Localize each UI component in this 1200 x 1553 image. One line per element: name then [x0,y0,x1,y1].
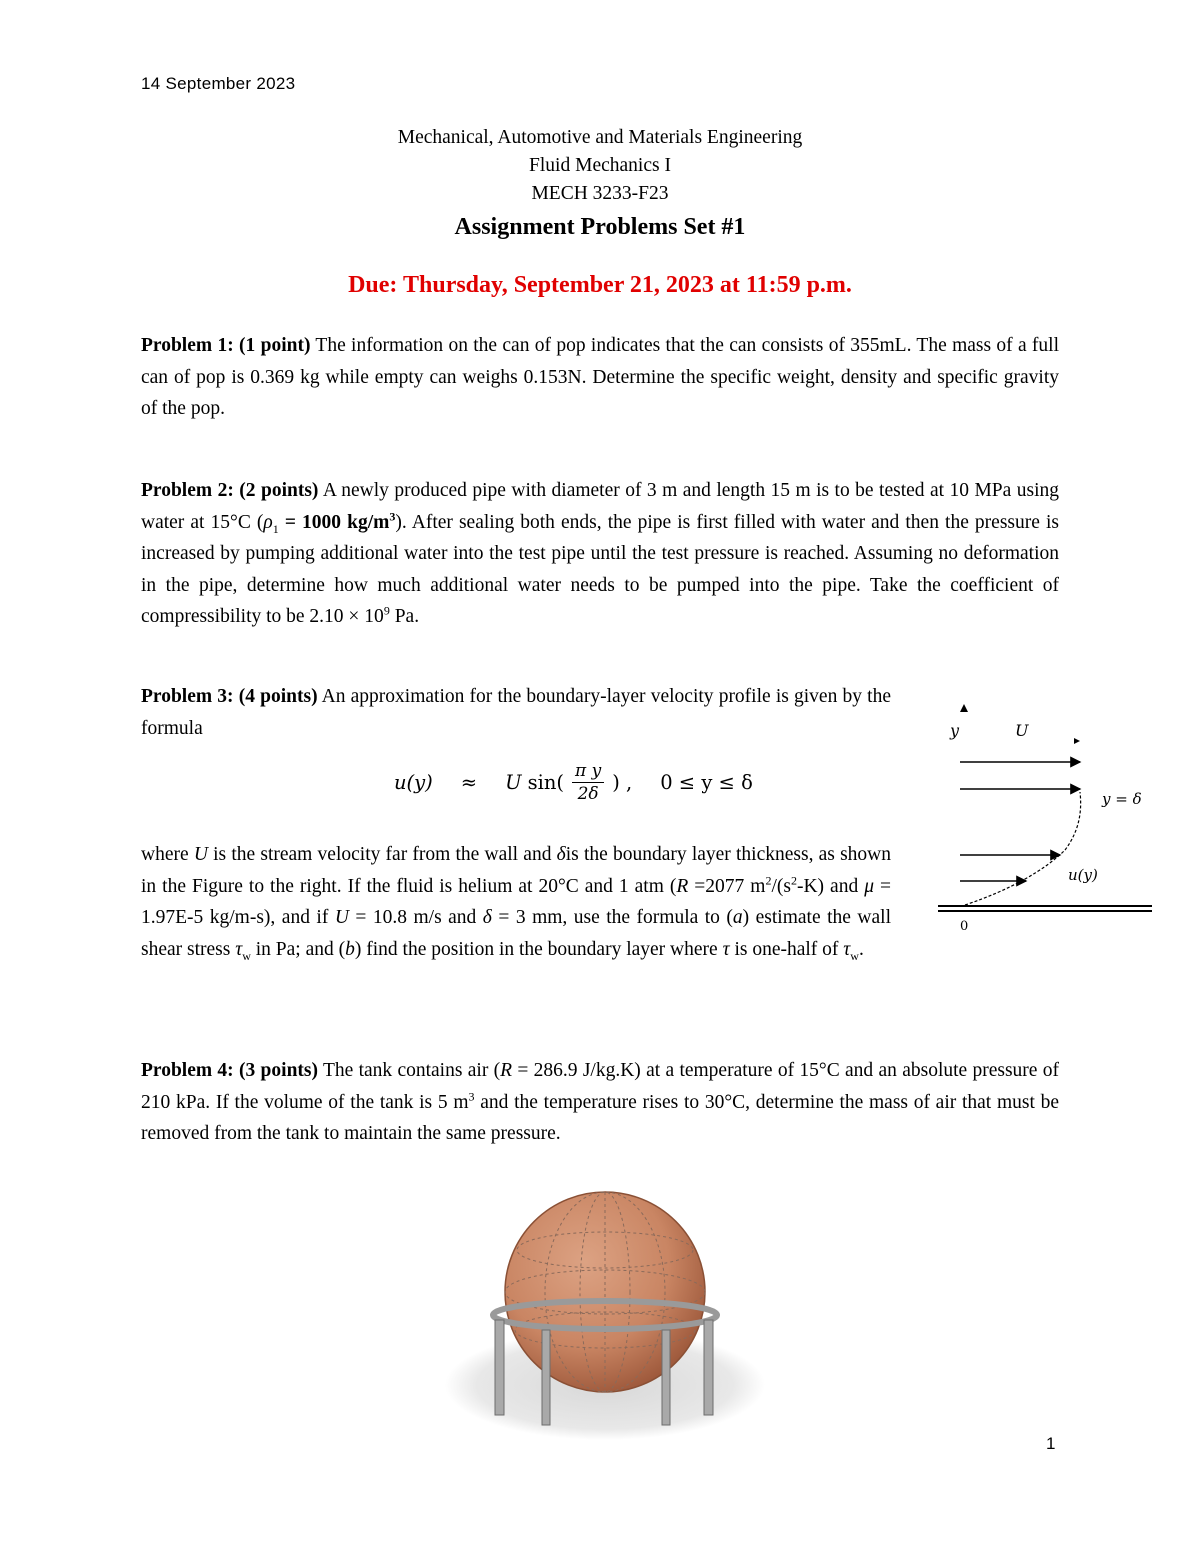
page-date: 14 September 2023 [141,74,296,93]
p3-text-11: in Pa; and ( [250,938,346,960]
problem-4-text-3: and the temperature rises to 30°C, determine the mass of air that must be removed from the tank to maintain the same pressure. [141,1091,1059,1144]
problem-2-points: (2 points) [239,480,319,501]
problem-1-label: Problem 1: [141,335,234,356]
U-label: U [1015,721,1029,740]
problem-3-points: (4 points) [238,686,318,707]
formula-lhs: u(y) [394,771,433,794]
p3-delta: δ [556,844,566,865]
compressibility-exponent: 9 [383,603,390,618]
rho-subscript: 1 [272,521,279,536]
p3-text-9: = 3 mm, use the formula to ( [491,907,733,928]
rho-value: = 1000 kg/m [278,511,390,533]
formula-range: 0 ≤ y ≤ δ [660,771,753,794]
page-title: Assignment Problems Set #1 [454,214,746,240]
problem-1 [141,330,1059,425]
p3-text-13: is one-half of [729,938,844,960]
p3-text-8: = 10.8 m/s and [348,907,483,928]
problem-4-text-2: = 286.9 J/kg.K) at a temperature of 15°C and an absolute pressure of 210 kPa. If the volume of the tank is 5 m [141,1060,1060,1113]
p3-a: a [732,907,743,928]
p3-text-10: ) estimate the wall shear stress [141,907,891,960]
rho-exponent: 3 [389,509,396,523]
problem-4-label: Problem 4: [141,1060,234,1081]
department-line: Mechanical, Automotive and Materials Engineering [397,127,803,148]
problem-4-exp: 3 [468,1089,475,1103]
problem-2-label: Problem 2: [141,480,234,501]
course-code: MECH 3233-F23 [531,183,669,204]
p3-tau-w-sub: w [242,948,251,963]
p3-exp-1: 2 [765,873,772,887]
problem-4-text-1: The tank contains air ( [322,1060,501,1081]
problem-1-points: (1 point) [239,335,311,356]
p3-tau-w2: τ [843,938,851,960]
due-date: Due: Thursday, September 21, 2023 at 11:59 p.m. [348,272,852,298]
formula-numerator: π y [572,760,604,783]
velocity-profile-formula [394,760,753,805]
y-axis-arrow-icon [960,704,968,712]
formula-close: ) , [612,771,633,794]
formula-sin: sin( [527,771,564,794]
velocity-profile-curve [965,792,1081,905]
problem-2 [141,475,1059,633]
p3-text-1: where [141,844,194,865]
formula-denominator: 2δ [577,784,599,804]
p3-text-3: is the boundary layer thickness, as shown in the Figure to the right. If the fluid is helium at 20°C and 1 atm ( [141,844,892,897]
problem-3-label: Problem 3: [141,686,234,707]
profile-label: u(y) [1068,866,1098,884]
document-header [0,124,1200,300]
problem-1-text: The information on the can of pop indicates that the can consists of 355mL. The mass of a full can of pop is 0.369 kg while empty can weighs 0.153N. Determine the specific weight, density and specific gravity of the pop. [141,335,1060,419]
p3-delta2: δ [482,907,492,928]
problem-2-text-b: ). After sealing both ends, the pipe is first filled with water and then the pressure is increased by pumping additional water into the test pipe until the test pressure is reached. Assuming no deformation in the pipe, determine how much additional water needs to be pumped into the pipe. Take the coefficient of compressibility to be 2.10 × 10 [141,511,1059,627]
course-line: Fluid Mechanics I [529,155,671,176]
rho-symbol: ρ [263,511,273,533]
p3-exp-2: 2 [790,873,797,887]
p3-text-7: = 1.97E-5 kg/m-s), and if [141,875,892,928]
p3-text-2: is the stream velocity far from the wall and [207,844,557,865]
page-number: 1 [1046,1434,1056,1453]
problem-3-intro [141,681,891,744]
p3-b: b [345,938,355,960]
p3-U: U [193,844,208,865]
formula-fraction [572,760,604,805]
p3-tau: τ [722,938,730,960]
origin-label: 0 [960,919,969,934]
boundary-layer-diagram [930,700,1160,940]
p3-R: R [676,875,689,897]
spherical-tank-illustration [440,1180,770,1440]
problem-3-intro-text: An approximation for the boundary-layer velocity profile is given by the formula [141,686,891,739]
p3-U2: U [334,907,349,928]
y-axis-label: y [950,721,960,740]
problem-3-body [141,839,891,965]
p3-text-5: /(s [771,875,791,897]
p3-text-4: =2077 m [688,875,766,897]
delta-label: y = δ [1102,790,1142,808]
U-arrow-icon [1074,738,1080,744]
p3-text-12: ) find the position in the boundary layer where [354,938,723,960]
p3-tau-w: τ [235,938,243,960]
formula-approx: ≈ [460,771,478,794]
problem-4-points: (3 points) [239,1060,318,1081]
formula-U: U [505,771,522,794]
p3-tau-w2-sub: w [850,948,859,963]
p3-text-14: . [858,938,864,960]
problem-4-R: R [500,1060,513,1081]
problem-2-text-c: Pa. [389,606,420,627]
p3-mu: μ [864,875,875,897]
p3-text-6: -K) and [796,875,865,897]
problem-2-text-a: A newly produced pipe with diameter of 3 m and length 15 m is to be tested at 10 MPa using water at 15°C ( [141,480,1059,533]
problem-4 [141,1055,1059,1150]
